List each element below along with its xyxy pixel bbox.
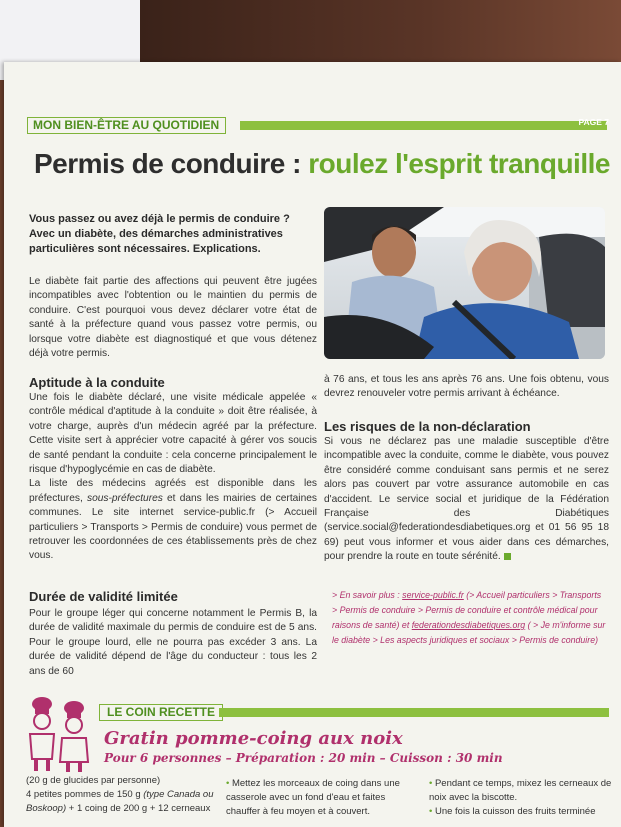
text-span-italic: sous-préfectures [86, 492, 163, 504]
text-span: + 1 coing de 200 g + 12 cerneaux [66, 803, 211, 814]
link-federation[interactable]: federationdesdiabetiques.org [411, 620, 526, 630]
text-span: 4 petites pommes de 150 g [26, 789, 144, 800]
text-span: et dans les mairies de certaines communes. Le site internet service-public.fr (> Accueil particuliers > Transports > Permis de conduire) vous permet de retrouver les coordonnées de ces établissements près de chez vous. [29, 492, 317, 562]
text-span: La liste des médecins agréés est disponible dans les préfectures, [29, 478, 317, 504]
background-surface [140, 0, 621, 66]
section-risques-body [324, 435, 609, 565]
ingredients-line: (20 g de glucides par personne) [26, 775, 161, 786]
bullet-icon: • [429, 806, 435, 817]
end-mark-icon [504, 553, 511, 560]
recipe-subtitle: Pour 6 personnes – Préparation : 20 min – Cuisson : 30 min [104, 751, 503, 765]
recipe-step-2 [429, 777, 619, 819]
recipe-title: Gratin pomme-coing aux noix [104, 728, 403, 749]
recipe-step-1 [226, 777, 416, 819]
recipe-rubric-label: LE COIN RECETTE [99, 704, 223, 721]
section-title-risques: Les risques de la non-déclaration [324, 419, 531, 434]
ingredients-line [26, 788, 226, 816]
aptitude-paragraph-1: Une fois le diabète déclaré, une visite médicale appelée « contrôle médical d'aptitude à la conduite » doit être réalisée, à votre charge, auprès d'un médecin agréé par la préfecture. Cette visite sert à apprécier votre capacité à gérer vos soucis de santé pendant la conduite : cela concerne principalement le risque d'hypoglycémie en cas de diabète. [29, 392, 317, 476]
recipe-step-line [429, 805, 619, 819]
article-lead: Vous passez ou avez déjà le permis de conduire ? Avec un diabète, des démarches administratives particulières sont nécessaires. Explications. [29, 213, 290, 255]
couple-in-car-image [324, 207, 605, 359]
bullet-icon: • [226, 778, 232, 789]
recipe-ingredients [26, 774, 226, 816]
section-title-validite: Durée de validité limitée [29, 589, 178, 604]
text-span-italic: (type Canada ou Boskoop) [26, 789, 214, 814]
text-span: ( > Je m'informe sur le diabète > Les aspects juridiques et sociaux > Permis de conduire) [332, 620, 606, 645]
rubric-header [27, 117, 607, 134]
en-savoir-plus-box [332, 588, 607, 648]
chefs-illustration-icon [24, 694, 94, 774]
article-photo [324, 207, 605, 359]
recipe-header [99, 704, 609, 721]
headline-main: Permis de conduire : [34, 148, 309, 179]
rubric-line [240, 121, 607, 130]
text-span: Pendant ce temps, mixez les cerneaux de noix avec la biscotte. [429, 778, 612, 803]
rubric-label: MON BIEN-ÊTRE AU QUOTIDIEN [27, 117, 226, 134]
validite-continuation: à 76 ans, et tous les ans après 76 ans. Une fois obtenu, vous devrez renouveler votre permis arrivant à échéance. [324, 374, 609, 400]
section-title-aptitude: Aptitude à la conduite [29, 375, 165, 390]
text-span: Si vous ne déclarez pas une maladie susceptible d'être incompatible avec la conduite, comme le diabète, vous pouvez être considéré comme conduisant sans permis et ne serez alors pas couvert par votre assurance automobile en cas d'accident. Le service social et juridique de la Fédération Française des Diabétiques (service.social@federationdesdiabetiques.org et 01 56 95 18 69) peut vous informer et vous aider dans ces démarches, pour prendre la route en toute sérénité. [324, 436, 609, 563]
text-span: > En savoir plus : [332, 590, 403, 600]
page-number: PAGE 7 [578, 117, 609, 127]
section-aptitude-body [29, 391, 317, 564]
text-span: Une fois la cuisson des fruits terminée [434, 806, 596, 817]
link-service-public[interactable]: service-public.fr [402, 590, 464, 600]
recipe-line [219, 708, 609, 717]
headline-accent: roulez l'esprit tranquille [308, 148, 610, 179]
article-headline [34, 148, 614, 180]
section-validite-body: Pour le groupe léger qui concerne notamment le Permis B, la durée de validité maximale du permis de conduire est de 5 ans. Pour le groupe lourd, elle ne pourra pas excéder 3 ans. La durée de validité dépend de l'âge du conducteur : tous les 2 ans de 60 [29, 608, 317, 677]
text-span: Mettez les morceaux de coing dans une casserole avec un fond d'eau et faites chauffer à feu moyen et à couvert. [226, 778, 400, 817]
intro-paragraph: Le diabète fait partie des affections qui peuvent être jugées incompatibles avec l'obtention ou le maintien du permis de conduire. C'est pourquoi vous devez déclarer votre état de santé à la préfecture quand vous passez votre permis, ou lorsque votre diabète est diagnostiqué et que vous détenez déjà votre permis. [29, 276, 317, 360]
recipe-step-line [429, 777, 619, 805]
text-span: (> Accueil particuliers > Transports > Permis de conduire > Permis de conduire et contrôle médical pour raisons de santé) et [332, 590, 602, 630]
bullet-icon: • [429, 778, 435, 789]
magazine-page [4, 62, 621, 827]
aptitude-paragraph-2 [29, 477, 317, 563]
